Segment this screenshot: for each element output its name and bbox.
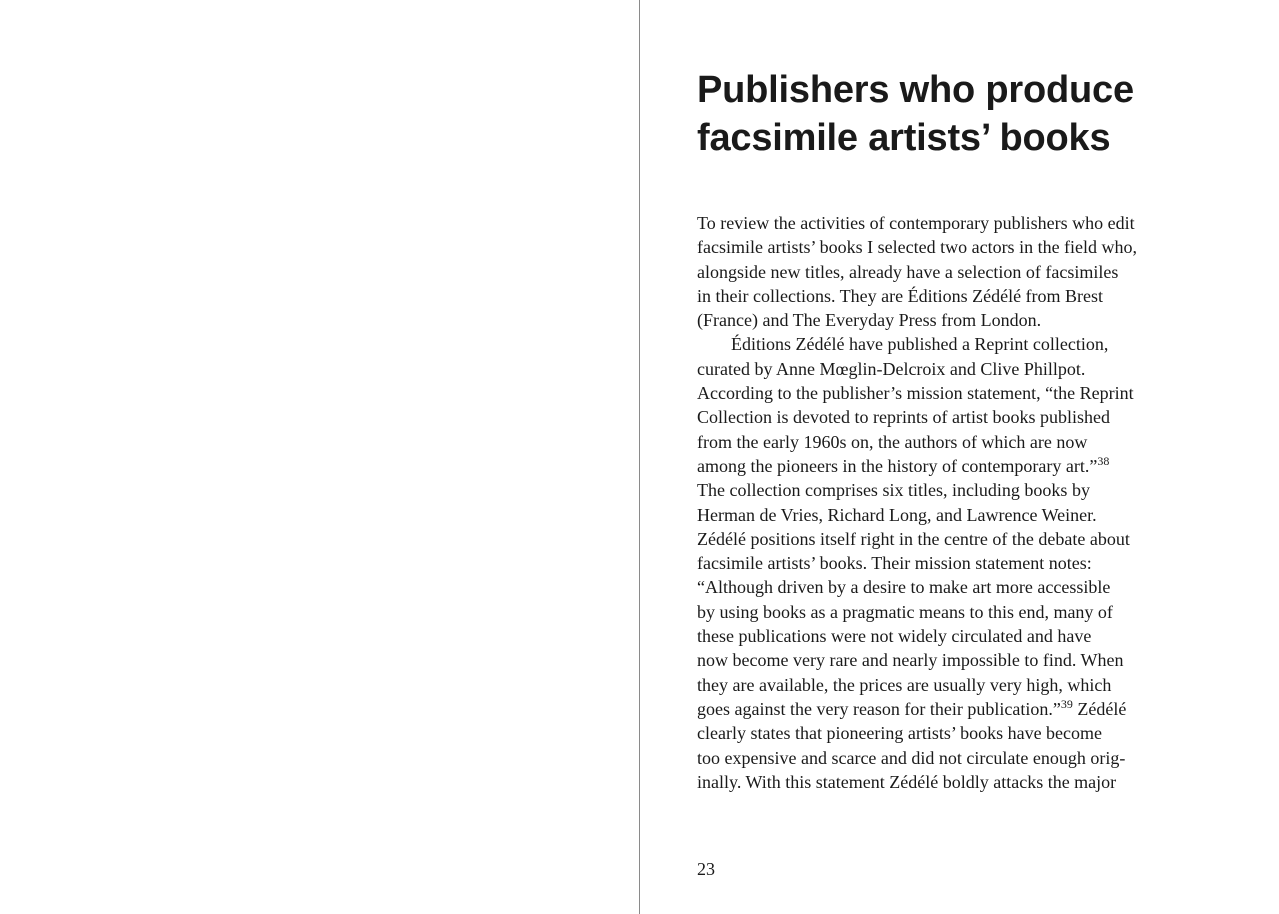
body-line: clearly states that pioneering artists’ books have become <box>697 723 1103 744</box>
body-line: alongside new titles, already have a selection of facsimiles <box>697 261 1119 282</box>
body-line: Zédélé positions itself right in the centre of the debate about <box>697 528 1130 549</box>
body-line-indented: Éditions Zédélé have published a Reprint collection, <box>731 334 1109 355</box>
chapter-heading <box>697 66 1134 162</box>
body-line: in their collections. They are Éditions Zédélé from Brest <box>697 285 1104 306</box>
body-line: To review the activities of contemporary publishers who edit <box>697 213 1135 233</box>
body-line-with-footnote <box>697 697 1187 721</box>
body-line: According to the publisher’s mission statement, “the Reprint <box>697 383 1134 404</box>
heading-line: facsimile artists’ books <box>697 117 1111 159</box>
page-number: 23 <box>697 859 715 879</box>
body-line: (France) and The Everyday Press from London. <box>697 310 1042 331</box>
body-line: “Although driven by a desire to make art more accessible <box>697 577 1111 598</box>
body-line: Herman de Vries, Richard Long, and Lawrence Weiner. <box>697 504 1097 525</box>
body-line: now become very rare and nearly impossible to find. When <box>697 650 1124 671</box>
body-line-with-footnote <box>697 454 1187 478</box>
body-line: they are available, the prices are usually very high, which <box>697 674 1112 695</box>
heading-line: Publishers who produce <box>697 69 1134 111</box>
footnote-ref-38: 38 <box>1097 453 1110 468</box>
body-line: facsimile artists’ books. Their mission statement notes: <box>697 553 1092 574</box>
footnote-ref-39: 39 <box>1060 696 1073 711</box>
body-line: curated by Anne Mœglin-Delcroix and Clive Phillpot. <box>697 358 1086 379</box>
body-line-text: goes against the very reason for their publication.” <box>697 698 1061 719</box>
body-line: too expensive and scarce and did not circulate enough orig- <box>697 747 1126 768</box>
body-paragraphs <box>697 211 1187 794</box>
body-line: Collection is devoted to reprints of artist books published <box>697 407 1110 428</box>
body-line: The collection comprises six titles, including books by <box>697 480 1090 501</box>
body-line-text: among the pioneers in the history of contemporary art.” <box>697 455 1098 476</box>
body-line: by using books as a pragmatic means to this end, many of <box>697 601 1113 622</box>
body-line: inally. With this statement Zédélé boldly attacks the major <box>697 771 1117 792</box>
right-page <box>640 0 1279 914</box>
body-line: facsimile artists’ books I selected two actors in the field who, <box>697 237 1138 258</box>
left-page-blank <box>0 0 639 914</box>
body-line: from the early 1960s on, the authors of which are now <box>697 431 1088 452</box>
body-line-tail: Zédélé <box>1072 698 1127 719</box>
body-line: these publications were not widely circulated and have <box>697 626 1092 647</box>
